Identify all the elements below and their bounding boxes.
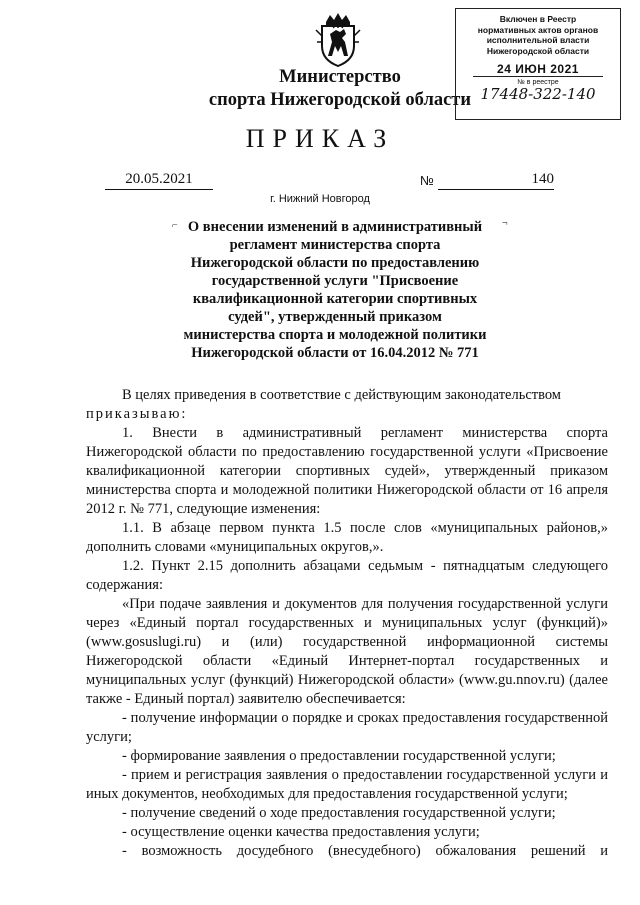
coat-of-arms-emblem xyxy=(314,12,362,68)
subject-line: министерства спорта и молодежной политики xyxy=(183,327,487,343)
stamp-registry-number: 17448-322-140 xyxy=(480,85,596,103)
order-number-sign: № xyxy=(420,173,434,188)
stamp-registry-label: № в реестре xyxy=(517,79,559,86)
subject-line: регламент министерства спорта xyxy=(229,237,441,253)
ministry-name-line2: спорта Нижегородской области xyxy=(208,90,472,110)
body-paragraph: - осуществление оценки качества предоставления услуги; xyxy=(122,824,480,840)
subject-line: судей", утвержденный приказом xyxy=(228,309,442,325)
stamp-divider xyxy=(473,76,603,77)
order-word: приказываю: xyxy=(86,406,188,422)
stamp-line2: нормативных актов органов xyxy=(477,24,599,35)
order-subject xyxy=(170,218,500,362)
body-paragraph: 1.1. В абзаце первом пункта 1.5 после слов «муниципальных районов,» дополнить словами «муниципальных округов,». xyxy=(86,520,608,555)
subject-line: Нижегородской области от 16.04.2012 № 771 xyxy=(191,345,479,361)
body-paragraph: - получение информации о порядке и сроках предоставления государственной услуги; xyxy=(86,710,608,745)
subject-line: государственной услуги "Присвоение xyxy=(211,273,459,289)
body-paragraph: 1. Внести в административный регламент министерства спорта Нижегородской области по предоставлению государственной услуги «Присвоение квалификационной категории спортивных судей», утвержденный приказом министерства спорта и молодежной политики Нижегородской области от 16 апреля 2012 г. № 771, следующие изменения: xyxy=(86,425,608,517)
body-paragraph: - возможность досудебного (внесудебного) обжалования решений и xyxy=(122,843,608,859)
stamp-line4: Нижегородской области xyxy=(486,45,590,56)
body-paragraph: «При подаче заявления и документов для получения государственной услуги через «Единый портал государственных и муниципальных услуг (функций)» (www.gosuslugi.ru) и (или) государственной информационной системы Нижегородской области «Единый Интернет-портал государственных и муниципальных услуг (функций) Нижегородской области» (www.gu.nnov.ru) (далее также - Единый портал) заявителю обеспечивается: xyxy=(86,596,608,707)
order-date: 20.05.2021 xyxy=(105,171,213,190)
ministry-name-line1: Министерство xyxy=(279,67,401,87)
body-paragraph: - прием и регистрация заявления о предоставлении государственной услуги и иных документов, необходимых для предоставления государственной услуги; xyxy=(86,767,608,802)
stamp-line3: исполнительной власти xyxy=(486,35,590,45)
subject-line: О внесении изменений в административный xyxy=(187,219,483,235)
order-city: г. Нижний Новгород xyxy=(270,193,370,205)
corner-mark-left: ⌐ xyxy=(172,220,178,231)
body-paragraph: 1.2. Пункт 2.15 дополнить абзацами седьмым - пятнадцатым следующего содержания: xyxy=(86,558,608,593)
subject-line: Нижегородской области по предоставлению xyxy=(190,255,480,271)
subject-line: квалификационной категории спортивных xyxy=(192,291,478,307)
body-paragraph: - формирование заявления о предоставлении государственной услуги; xyxy=(122,748,556,764)
body-paragraph: - получение сведений о ходе предоставления государственной услуги; xyxy=(122,805,556,821)
document-body xyxy=(86,386,608,861)
stamp-date: 24 ИЮН 2021 xyxy=(497,62,579,76)
registry-stamp xyxy=(455,8,621,120)
corner-mark-right: ¬ xyxy=(502,218,508,229)
document-title: ПРИКАЗ xyxy=(245,124,395,153)
order-number: 140 xyxy=(438,171,554,190)
preamble-paragraph: В целях приведения в соответствие с действующим законодательством xyxy=(122,387,561,403)
stamp-line1: Включен в Реестр xyxy=(499,14,577,24)
